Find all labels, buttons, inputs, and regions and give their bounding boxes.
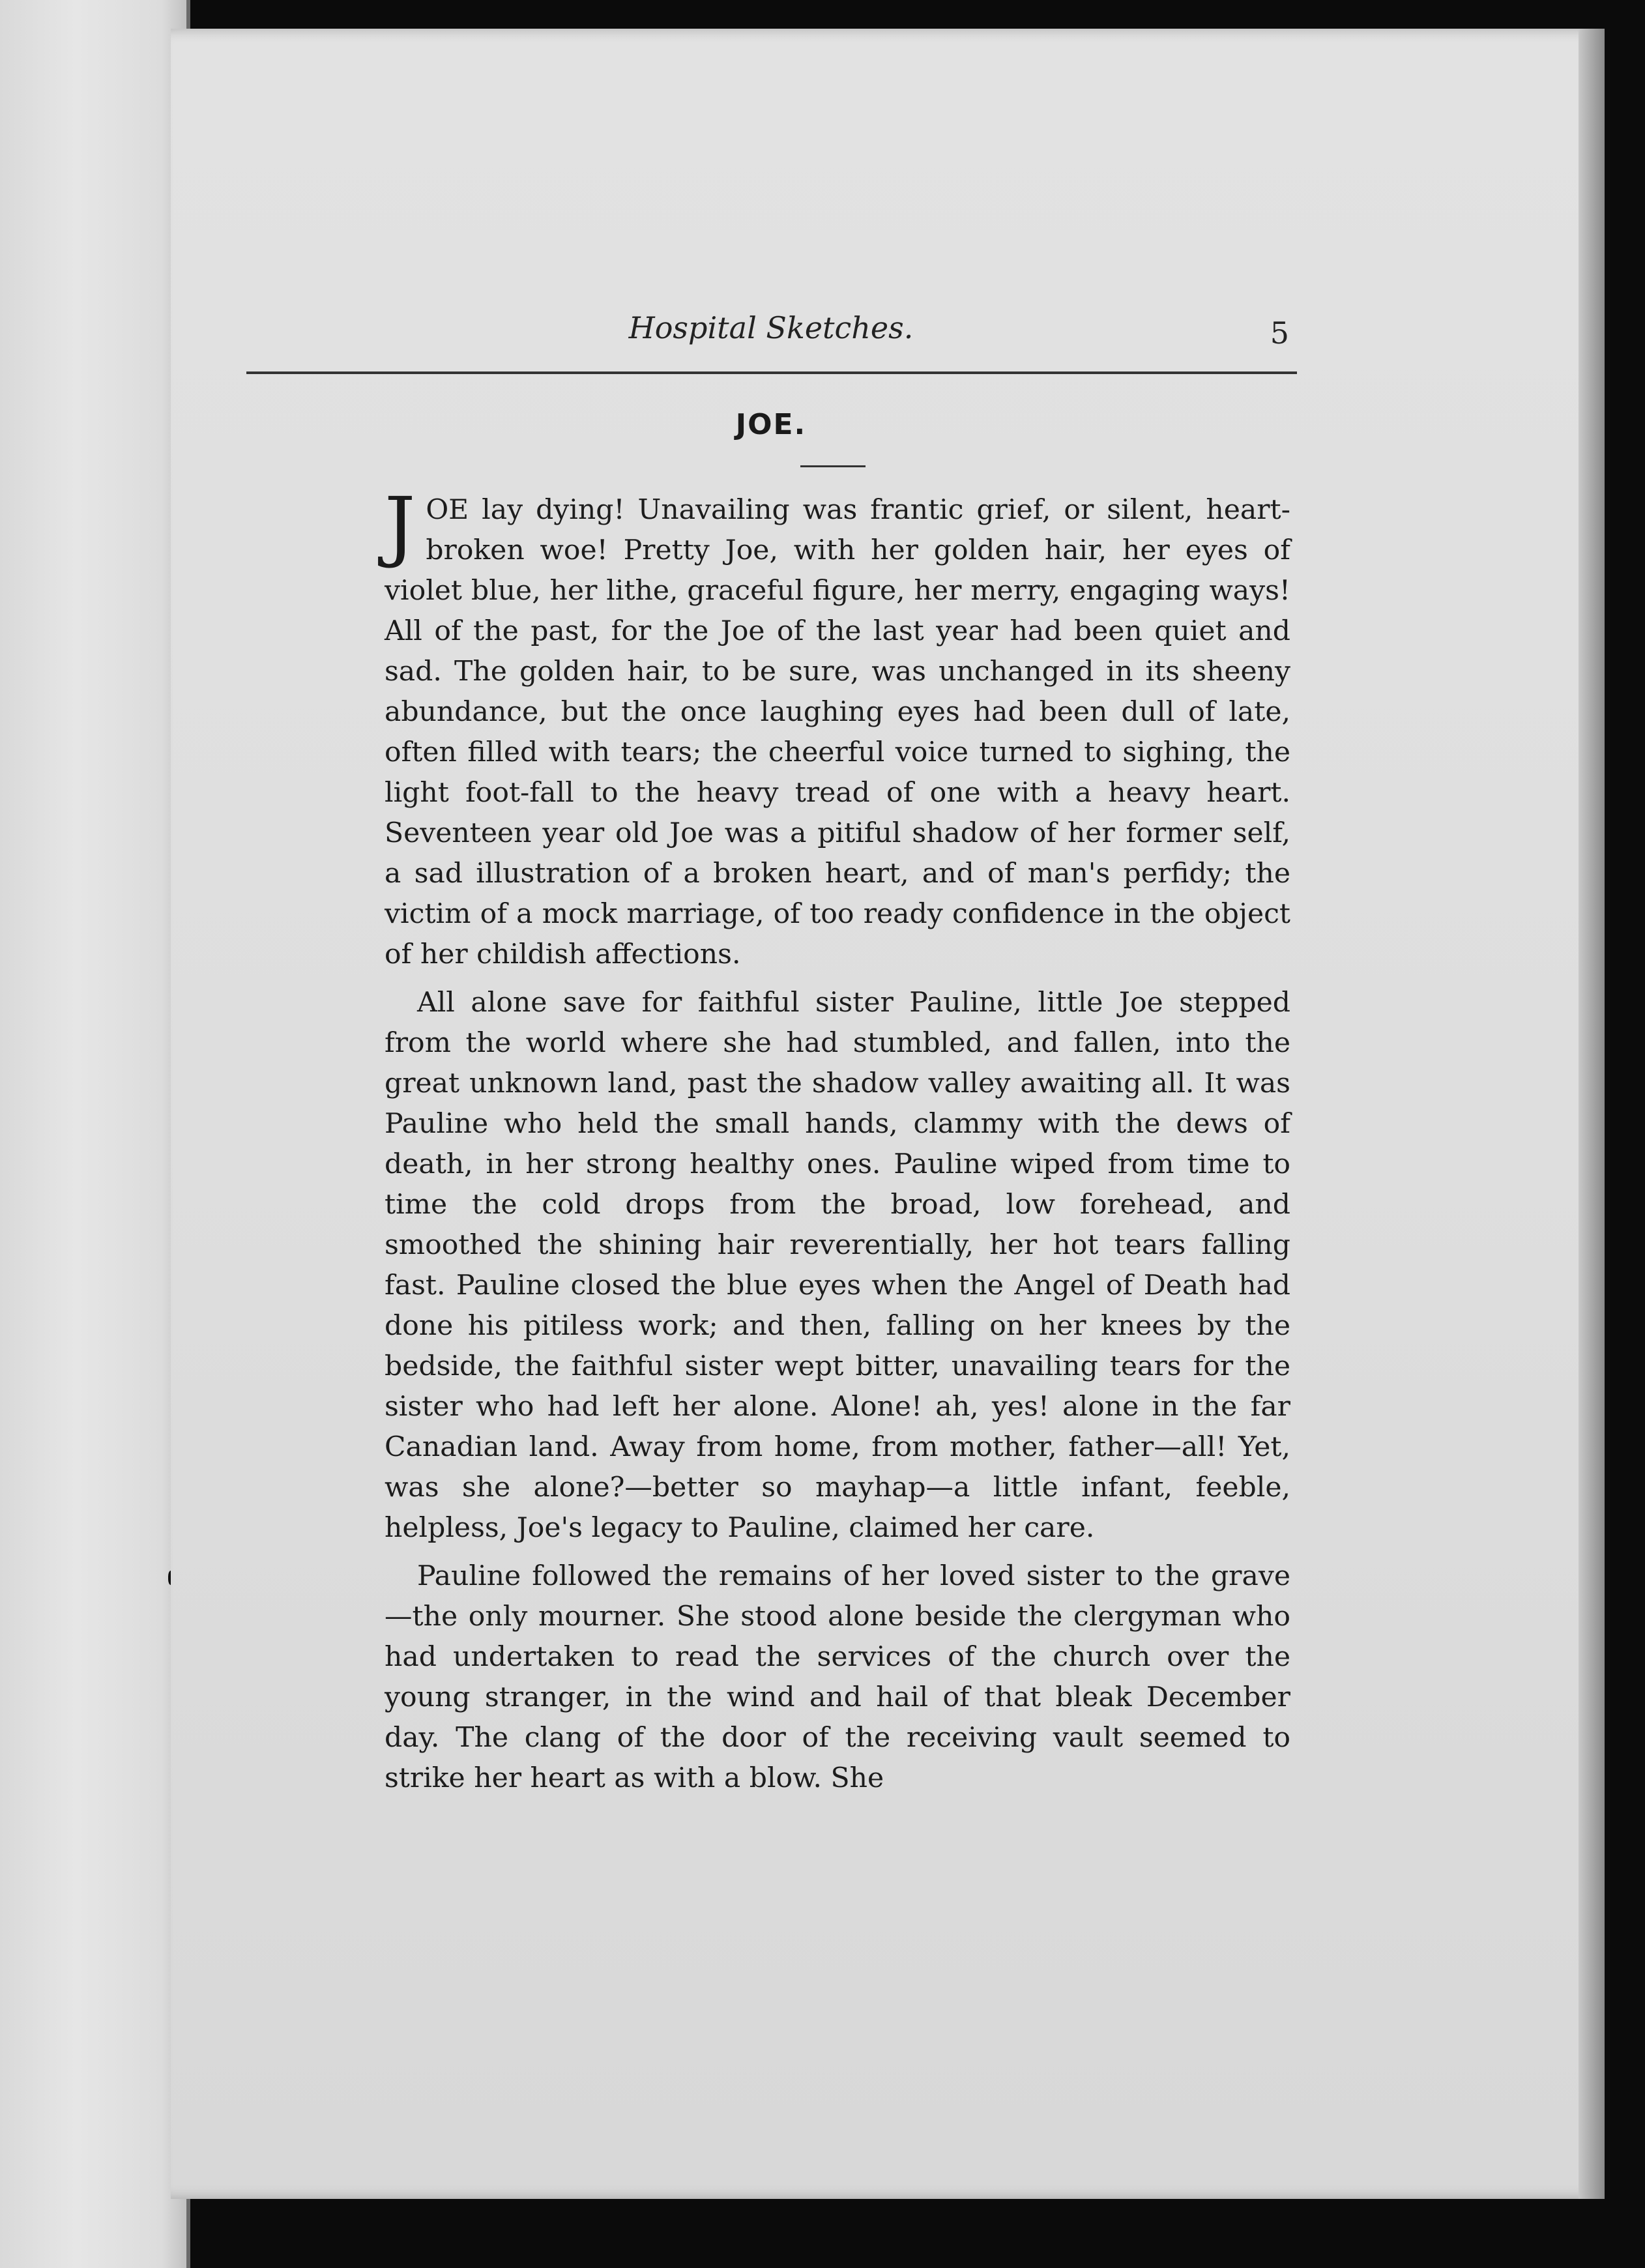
page-header: [245, 287, 1297, 365]
paragraph: [385, 480, 1290, 975]
paragraph: Pauline followed the remains of her loved sister to the grave—the only mourner. She stood alone beside the clergyman who had undertaken to read the services of the church over the young stranger, in the wind and hail of that bleak December day. The clang of the door of the receiving vault seemed to strike her heart as with a blow. She: [385, 1560, 1290, 1794]
page-edge-shadow: [1579, 29, 1605, 2199]
paragraph: All alone save for faithful sister Pauline, little Joe stepped from the world where she had stumbled, and fallen, into the great unknown land, past the shadow valley awaiting all. It was Pauline who held the small hands, clammy with the dews of death, in her strong healthy ones. Pauline wiped from time to time the cold drops from the broad, low forehead, and smoothed the shining hair reverentially, her hot tears falling fast. Pauline closed the blue eyes when the Angel of Death had done his pitiless work; and then, falling on her knees by the bedside, the faithful sister wept bitter, unavailing tears for the sister who had left her alone. Alone! ah, yes! alone in the far Canadian land. Away from home, from mother, father—all! Yet, was she alone?—better so mayhap—a little infant, feeble, helpless, Joe's legacy to Pauline, claimed her care.: [385, 987, 1290, 1544]
drop-cap: J: [385, 480, 416, 570]
body-text: [385, 480, 1290, 1807]
title-rule: [800, 465, 866, 467]
chapter-title: JOE.: [735, 408, 807, 441]
facing-page-edge: [0, 0, 190, 2268]
paragraph-text: OE lay dying! Unavailing was frantic grief, or silent, heart-broken woe! Pretty Joe, with her golden hair, her eyes of violet blue, her lithe, graceful figure, her merry, engaging ways! All of the past, for the Joe of the last year had been quiet and sad. The golden hair, to be sure, was unchanged in its sheeny abundance, but the once laughing eyes had been dull of late, often filled with tears; the cheerful voice turned to sighing, the light foot-fall to the heavy tread of one with a heavy heart. Seventeen year old Joe was a pitiful shadow of her former self, a sad illustration of a broken heart, and of man's perfidy; the victim of a mock marriage, of too ready confidence in the object of her childish affections.: [385, 494, 1290, 970]
page-number: 5: [1270, 315, 1289, 351]
running-title: Hospital Sketches.: [628, 310, 914, 345]
header-rule: [246, 371, 1297, 374]
